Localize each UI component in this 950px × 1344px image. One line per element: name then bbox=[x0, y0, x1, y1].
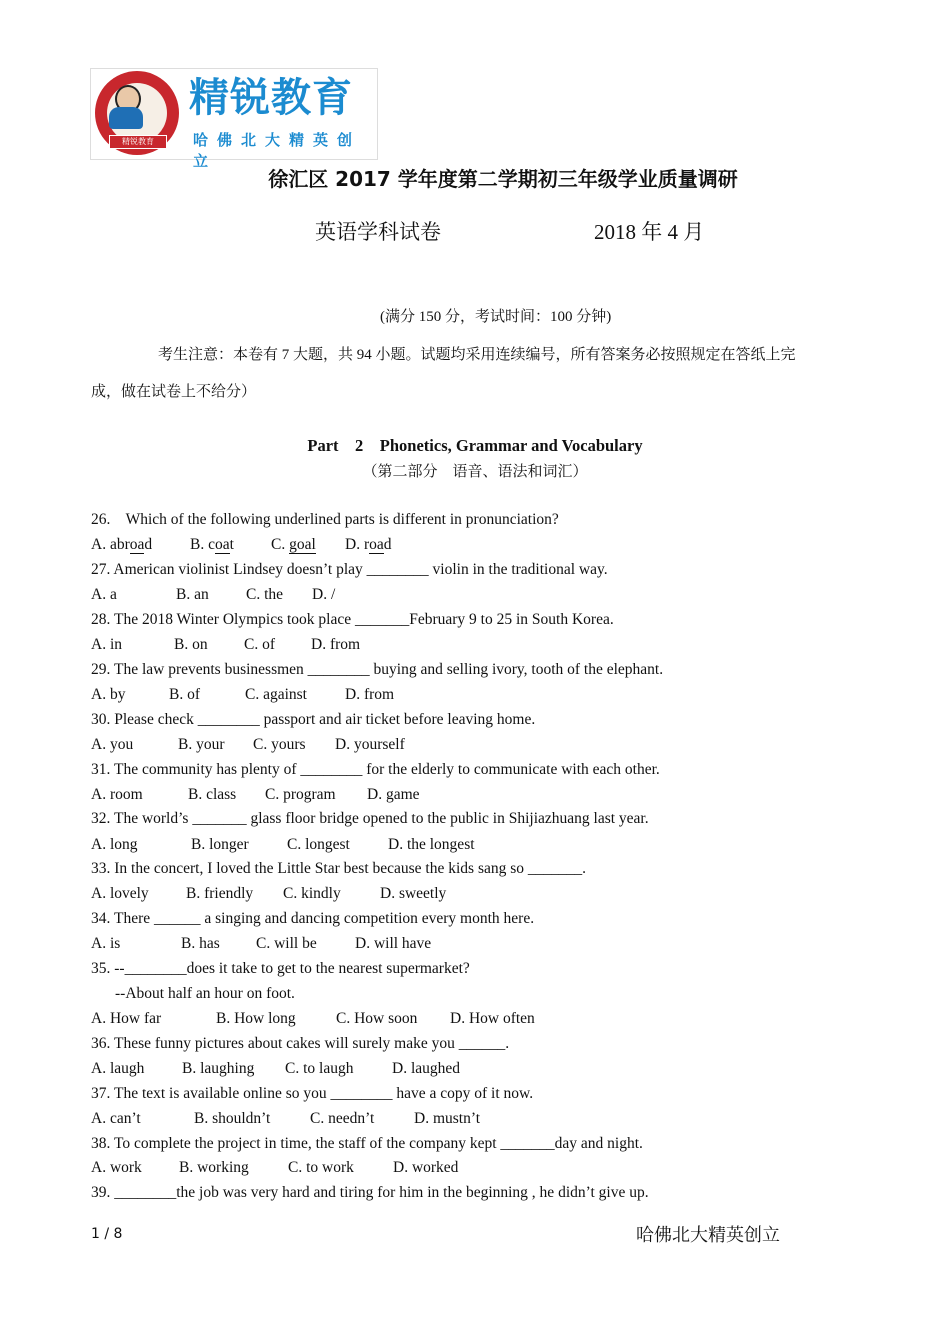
question-29-option-d: D. from bbox=[345, 686, 395, 703]
question-35-option-d: D. How often bbox=[450, 1010, 535, 1027]
question-26-stem: 26. Which of the following underlined parts is different in pronunciation? bbox=[91, 511, 559, 528]
question-34-option-d: D. will have bbox=[355, 935, 432, 952]
question-32-option-d: D. the longest bbox=[388, 836, 475, 853]
question-35-option-b: B. How long bbox=[216, 1010, 296, 1027]
question-38-option-a: A. work bbox=[91, 1159, 142, 1176]
question-33-option-d: D. sweetly bbox=[380, 885, 447, 902]
question-34-option-a: A. is bbox=[91, 935, 121, 952]
part-title: Part 2 Phonetics, Grammar and Vocabulary bbox=[307, 436, 643, 455]
question-35-option-c: C. How soon bbox=[336, 1010, 418, 1027]
question-37-option-b: B. shouldn’t bbox=[194, 1110, 271, 1127]
page-number: 1 / 8 bbox=[91, 1226, 123, 1242]
question-26-option-b: B. coat bbox=[190, 536, 234, 553]
question-30-stem: 30. Please check ________ passport and air ticket before leaving home. bbox=[91, 711, 536, 728]
question-36-option-c: C. to laugh bbox=[285, 1060, 354, 1077]
question-34-option-b: B. has bbox=[181, 935, 220, 952]
part-subtitle: （第二部分 语音、语法和词汇） bbox=[362, 464, 588, 480]
question-31-option-d: D. game bbox=[367, 786, 420, 803]
question-28-option-a: A. in bbox=[91, 636, 122, 653]
question-27-option-a: A. a bbox=[91, 586, 117, 603]
question-26-option-c: C. goal bbox=[271, 536, 316, 553]
question-32-option-b: B. longer bbox=[191, 836, 249, 853]
mascot-body-icon bbox=[109, 107, 143, 129]
question-36-stem: 36. These funny pictures about cakes will surely make you ______. bbox=[91, 1035, 510, 1052]
page-title: 徐汇区 2017 学年度第二学期初三年级学业质量调研 bbox=[268, 167, 738, 191]
question-31-option-c: C. program bbox=[265, 786, 336, 803]
logo-slogan: 哈佛北大精英创立 bbox=[193, 131, 362, 170]
question-33-option-a: A. lovely bbox=[91, 885, 149, 902]
question-38-option-c: C. to work bbox=[288, 1159, 354, 1176]
question-27-option-b: B. an bbox=[176, 586, 209, 603]
question-28-stem: 28. The 2018 Winter Olympics took place _______February 9 to 25 in South Korea. bbox=[91, 611, 614, 628]
question-37-option-d: D. mustn’t bbox=[414, 1110, 481, 1127]
question-27-stem: 27. American violinist Lindsey doesn’t play ________ violin in the traditional way. bbox=[91, 561, 608, 578]
exam-date: 2018 年 4 月 bbox=[594, 220, 705, 244]
question-38-option-d: D. worked bbox=[393, 1159, 459, 1176]
question-33-option-b: B. friendly bbox=[186, 885, 254, 902]
question-38-option-b: B. working bbox=[179, 1159, 249, 1176]
logo-brand: 精锐教育 bbox=[189, 75, 353, 121]
question-36-option-d: D. laughed bbox=[392, 1060, 461, 1077]
question-36-option-a: A. laugh bbox=[91, 1060, 145, 1077]
question-35-option-a: A. How far bbox=[91, 1010, 162, 1027]
question-39-stem: 39. ________the job was very hard and tiring for him in the beginning , he didn’t give up. bbox=[91, 1184, 649, 1201]
question-31-stem: 31. The community has plenty of ________ for the elderly to communicate with each other. bbox=[91, 761, 660, 778]
question-31-option-b: B. class bbox=[188, 786, 237, 803]
question-31-option-a: A. room bbox=[91, 786, 143, 803]
question-37-stem: 37. The text is available online so you ________ have a copy of it now. bbox=[91, 1085, 534, 1102]
question-33-stem: 33. In the concert, I loved the Little Star best because the kids sang so _______. bbox=[91, 860, 587, 877]
subject-label: 英语学科试卷 bbox=[315, 220, 441, 244]
logo-seal bbox=[95, 71, 179, 155]
question-29-option-c: C. against bbox=[245, 686, 307, 703]
question-34-stem: 34. There ______ a singing and dancing competition every month here. bbox=[91, 910, 535, 927]
question-30-option-d: D. yourself bbox=[335, 736, 405, 753]
question-30-option-b: B. your bbox=[178, 736, 225, 753]
footer-brand: 哈佛北大精英创立 bbox=[636, 1225, 780, 1246]
question-34-option-c: C. will be bbox=[256, 935, 317, 952]
question-37-option-c: C. needn’t bbox=[310, 1110, 375, 1127]
notice-line-2: 成，做在试卷上不给分） bbox=[91, 384, 257, 400]
logo bbox=[90, 68, 378, 170]
question-26-option-a: A. abroad bbox=[91, 536, 153, 553]
question-38-stem: 38. To complete the project in time, the staff of the company kept _______day and night. bbox=[91, 1135, 643, 1152]
question-32-stem: 32. The world’s _______ glass floor bridge opened to the public in Shijiazhuang last year. bbox=[91, 810, 649, 827]
notice-line-1: 考生注意：本卷有 7 大题，共 94 小题。试题均采用连续编号，所有答案务必按照规定在答纸上完 bbox=[158, 347, 796, 363]
question-29-stem: 29. The law prevents businessmen ________ buying and selling ivory, tooth of the elephant. bbox=[91, 661, 664, 678]
question-30-option-c: C. yours bbox=[253, 736, 306, 753]
question-28-option-c: C. of bbox=[244, 636, 275, 653]
question-30-option-a: A. you bbox=[91, 736, 134, 753]
question-28-option-d: D. from bbox=[311, 636, 361, 653]
question-32-option-c: C. longest bbox=[287, 836, 350, 853]
question-27-option-d: D. / bbox=[312, 586, 336, 603]
question-36-option-b: B. laughing bbox=[182, 1060, 255, 1077]
question-35-stem: 35. --________does it take to get to the nearest supermarket? bbox=[91, 960, 470, 977]
question-29-option-b: B. of bbox=[169, 686, 200, 703]
question-29-option-a: A. by bbox=[91, 686, 126, 703]
question-26-option-d: D. road bbox=[345, 536, 392, 553]
question-33-option-c: C. kindly bbox=[283, 885, 341, 902]
score-info: (满分 150 分，考试时间：100 分钟) bbox=[380, 309, 612, 325]
question-28-option-b: B. on bbox=[174, 636, 208, 653]
seal-tag: 精锐教育 bbox=[109, 135, 167, 149]
question-35-answer-line: --About half an hour on foot. bbox=[115, 985, 295, 1002]
question-27-option-c: C. the bbox=[246, 586, 284, 603]
question-32-option-a: A. long bbox=[91, 836, 138, 853]
question-37-option-a: A. can’t bbox=[91, 1110, 141, 1127]
